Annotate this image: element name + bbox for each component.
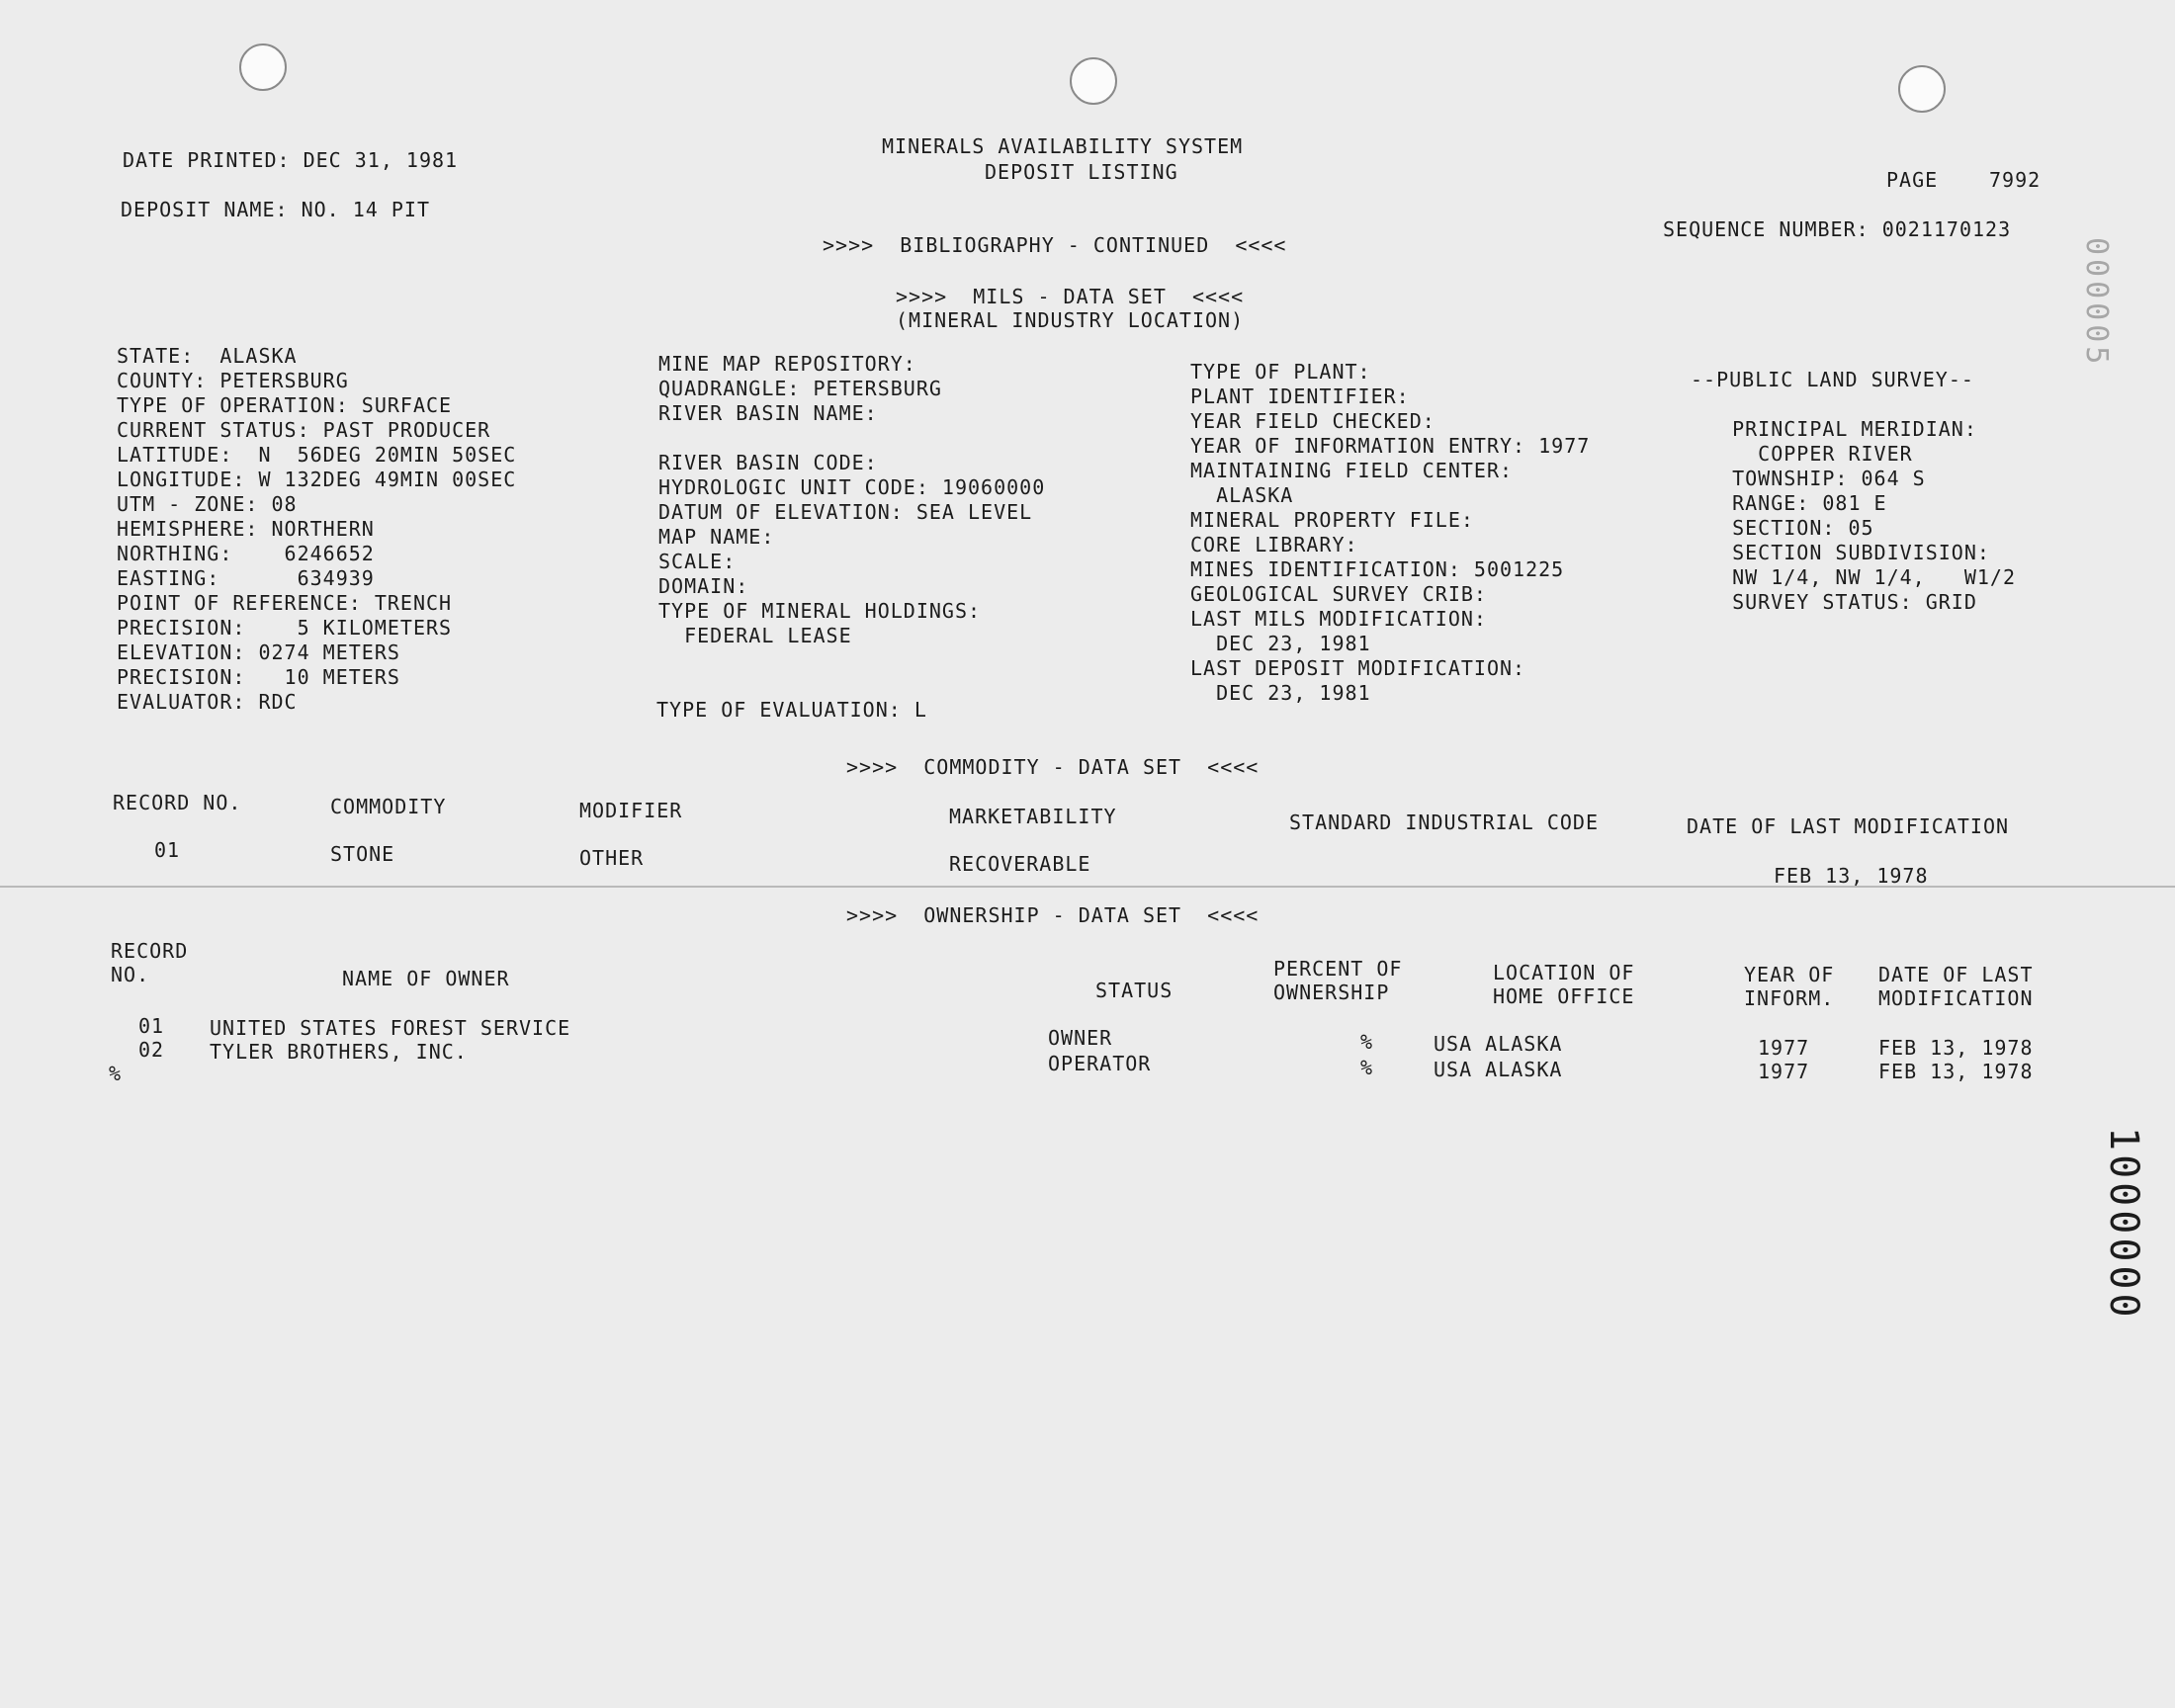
percent-cell: % (1360, 1030, 1374, 1054)
field-line: LAST MILS MODIFICATION: (1190, 607, 1487, 631)
field-line: TYPE OF OPERATION: SURFACE (117, 393, 453, 417)
ownership-data-set-title: >>>> OWNERSHIP - DATA SET <<<< (846, 903, 1260, 927)
field-line: HEMISPHERE: NORTHERN (117, 517, 375, 541)
field-line: LATITUDE: N 56DEG 20MIN 50SEC (117, 443, 517, 467)
column-header: MARKETABILITY (949, 805, 1117, 828)
survey-line: PRINCIPAL MERIDIAN: (1706, 417, 1977, 441)
column-header: LOCATION OF HOME OFFICE (1493, 961, 1635, 1008)
field-line: LAST DEPOSIT MODIFICATION: (1190, 656, 1526, 680)
percent-cell: % (1360, 1056, 1374, 1079)
column-header: COMMODITY (330, 795, 447, 818)
field-line: EVALUATOR: RDC (117, 690, 298, 714)
commodity-cell: STONE (330, 842, 395, 866)
column-header: PERCENT OF OWNERSHIP (1273, 957, 1403, 1004)
punch-hole-left (239, 43, 287, 91)
column-header: RECORD NO. (111, 939, 189, 986)
survey-line: SECTION SUBDIVISION: (1706, 541, 1990, 564)
field-line: CORE LIBRARY: (1190, 533, 1358, 556)
margin-stamp-top: 000005 (2079, 237, 2114, 369)
owner-name-cell: TYLER BROTHERS, INC. (210, 1040, 468, 1064)
system-title: MINERALS AVAILABILITY SYSTEM (882, 134, 1244, 158)
field-line: DEC 23, 1981 (1190, 681, 1371, 705)
sequence-number: SEQUENCE NUMBER: 0021170123 (1663, 217, 2012, 241)
field-line: UTM - ZONE: 08 (117, 492, 298, 516)
date-cell: FEB 13, 1978 (1774, 864, 1929, 888)
column-header: RECORD NO. (113, 791, 242, 814)
field-line: MINE MAP REPOSITORY: (658, 352, 916, 376)
survey-line: SURVEY STATUS: GRID (1706, 590, 1977, 614)
bibliography-continued: >>>> BIBLIOGRAPHY - CONTINUED <<<< (823, 233, 1287, 257)
date-cell: FEB 13, 1978 (1878, 1060, 2034, 1083)
survey-line: COPPER RIVER (1706, 442, 1913, 466)
year-cell: 1977 (1758, 1036, 1810, 1060)
field-line: YEAR OF INFORMATION ENTRY: 1977 (1190, 434, 1591, 458)
deposit-name: DEPOSIT NAME: NO. 14 PIT (121, 198, 430, 221)
commodity-data-set-title: >>>> COMMODITY - DATA SET <<<< (846, 755, 1260, 779)
field-line: TYPE OF MINERAL HOLDINGS: (658, 599, 982, 623)
field-line: MAINTAINING FIELD CENTER: (1190, 459, 1514, 482)
field-line: EASTING: 634939 (117, 566, 375, 590)
field-line: PRECISION: 10 METERS (117, 665, 400, 689)
status-cell: OPERATOR (1048, 1052, 1152, 1075)
field-line: SCALE: (658, 550, 737, 573)
field-line: ALASKA (1190, 483, 1294, 507)
date-printed: DATE PRINTED: DEC 31, 1981 (123, 148, 459, 172)
column-header: MODIFIER (579, 799, 683, 822)
column-header: DATE OF LAST MODIFICATION (1687, 814, 2010, 838)
column-header: STANDARD INDUSTRIAL CODE (1289, 811, 1599, 834)
status-cell: OWNER (1048, 1026, 1113, 1050)
field-line: YEAR FIELD CHECKED: (1190, 409, 1436, 433)
field-line: HYDROLOGIC UNIT CODE: 19060000 (658, 475, 1046, 499)
page-label: PAGE (1886, 168, 1939, 192)
field-line: COUNTY: PETERSBURG (117, 369, 349, 392)
record-cell: 01 (154, 838, 181, 862)
field-line: DOMAIN: (658, 574, 749, 598)
column-header: YEAR OF INFORM. (1744, 963, 1835, 1010)
location-cell: USA ALASKA (1434, 1032, 1563, 1056)
record-cell: 01 (138, 1014, 165, 1038)
field-line: MINERAL PROPERTY FILE: (1190, 508, 1474, 532)
field-line: TYPE OF EVALUATION: L (656, 698, 927, 722)
field-line: LONGITUDE: W 132DEG 49MIN 00SEC (117, 468, 517, 491)
survey-line: SECTION: 05 (1706, 516, 1874, 540)
column-header: DATE OF LAST MODIFICATION (1878, 963, 2034, 1010)
listing-title: DEPOSIT LISTING (985, 160, 1178, 184)
record-cell: 02 (138, 1038, 165, 1062)
field-line: DEC 23, 1981 (1190, 632, 1371, 655)
mils-data-set-title: >>>> MILS - DATA SET <<<< (896, 285, 1245, 308)
margin-stamp-bottom: 1000000 (2101, 1127, 2146, 1322)
marketability-cell: RECOVERABLE (949, 852, 1091, 876)
field-line: POINT OF REFERENCE: TRENCH (117, 591, 453, 615)
column-header: STATUS (1095, 979, 1174, 1002)
survey-line: --PUBLIC LAND SURVEY-- (1691, 368, 1974, 391)
field-line: ELEVATION: 0274 METERS (117, 640, 400, 664)
field-line: CURRENT STATUS: PAST PRODUCER (117, 418, 491, 442)
record-terminator: % (109, 1062, 123, 1085)
field-line: QUADRANGLE: PETERSBURG (658, 377, 942, 400)
field-line: PRECISION: 5 KILOMETERS (117, 616, 453, 640)
owner-name-cell: UNITED STATES FOREST SERVICE (210, 1016, 571, 1040)
field-line: FEDERAL LEASE (658, 624, 852, 647)
field-line: DATUM OF ELEVATION: SEA LEVEL (658, 500, 1033, 524)
field-line: MINES IDENTIFICATION: 5001225 (1190, 557, 1565, 581)
year-cell: 1977 (1758, 1060, 1810, 1083)
punch-hole-right (1898, 65, 1946, 113)
survey-line: TOWNSHIP: 064 S (1706, 467, 1926, 490)
field-line: GEOLOGICAL SURVEY CRIB: (1190, 582, 1487, 606)
date-cell: FEB 13, 1978 (1878, 1036, 2034, 1060)
survey-line: RANGE: 081 E (1706, 491, 1887, 515)
survey-line: NW 1/4, NW 1/4, W1/2 (1706, 565, 2016, 589)
field-line: NORTHING: 6246652 (117, 542, 375, 565)
modifier-cell: OTHER (579, 846, 645, 870)
field-line: STATE: ALASKA (117, 344, 298, 368)
punch-hole-center (1070, 57, 1117, 105)
field-line: TYPE OF PLANT: (1190, 360, 1371, 384)
field-line: PLANT IDENTIFIER: (1190, 384, 1410, 408)
field-line: RIVER BASIN CODE: (658, 451, 878, 474)
column-header: NAME OF OWNER (342, 967, 510, 990)
location-cell: USA ALASKA (1434, 1058, 1563, 1081)
page-number: 7992 (1989, 168, 2042, 192)
field-line: MAP NAME: (658, 525, 775, 549)
mils-subtitle: (MINERAL INDUSTRY LOCATION) (896, 308, 1245, 332)
field-line: RIVER BASIN NAME: (658, 401, 878, 425)
